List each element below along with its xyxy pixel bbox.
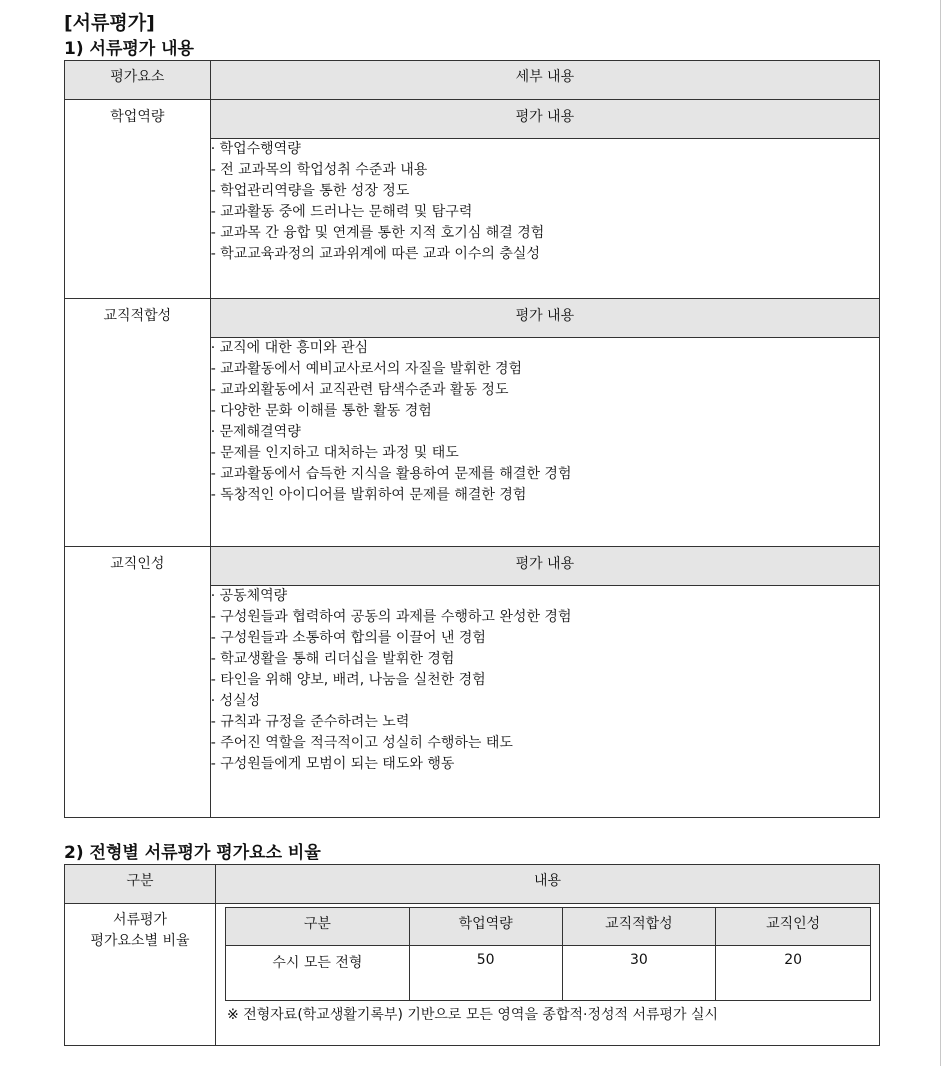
list-item: · 교직에 대한 흥미와 관심 xyxy=(210,339,369,356)
list-item: - 구성원들과 소통하여 합의를 이끌어 낸 경험 xyxy=(210,629,486,646)
evaluation-content-table xyxy=(64,60,880,818)
table-row xyxy=(65,100,880,299)
ratio-value: 50 xyxy=(409,946,562,1001)
detail-lines xyxy=(211,337,879,506)
page-title: [서류평가] xyxy=(64,12,155,34)
list-item: - 독창적인 아이디어를 발휘하여 문제를 해결한 경험 xyxy=(210,486,527,503)
ratio-value: 20 xyxy=(716,946,871,1001)
ratio-value: 30 xyxy=(562,946,716,1001)
col-header-category: 구분 xyxy=(65,865,216,904)
list-item: - 교과활동에서 예비교사로서의 자질을 발휘한 경험 xyxy=(210,360,522,377)
list-item: - 구성원들과 협력하여 공동의 과제를 수행하고 완성한 경험 xyxy=(210,608,572,625)
list-item: - 교과목 간 융합 및 연계를 통한 지적 호기심 해결 경험 xyxy=(210,224,545,241)
list-item: - 구성원들에게 모범이 되는 태도와 행동 xyxy=(210,755,455,772)
table-row xyxy=(65,547,880,818)
table-row xyxy=(65,299,880,547)
col-header-content: 내용 xyxy=(216,865,880,904)
sub-header: 평가 내용 xyxy=(211,299,879,337)
list-item: · 공동체역량 xyxy=(210,587,288,604)
list-item: - 다양한 문화 이해를 통한 활동 경험 xyxy=(210,402,432,419)
list-item: · 문제해결역량 xyxy=(210,423,301,440)
list-item: - 학교생활을 통해 리더십을 발휘한 경험 xyxy=(210,650,455,667)
list-item: - 교과활동 중에 드러나는 문해력 및 탐구력 xyxy=(210,203,473,220)
sub-header: 평가 내용 xyxy=(211,547,879,585)
list-item: - 학업관리역량을 통한 성장 정도 xyxy=(210,182,410,199)
ratio-cell xyxy=(216,904,880,1046)
category-label: 교직적합성 xyxy=(65,299,211,547)
note-text: ※ 전형자료(학교생활기록부) 기반으로 모든 영역을 종합적·정성적 서류평가 실시 xyxy=(227,1007,719,1023)
list-item: - 문제를 인지하고 대처하는 과정 및 태도 xyxy=(210,444,459,461)
list-item: - 주어진 역할을 적극적이고 성실히 수행하는 태도 xyxy=(210,734,513,751)
row-label-line2: 평가요소별 비율 xyxy=(90,933,190,949)
ratio-header: 교직적합성 xyxy=(562,908,716,946)
section2-heading: 2) 전형별 서류평가 평가요소 비율 xyxy=(64,843,321,863)
ratio-outer-table xyxy=(64,864,880,1046)
ratio-header: 학업역량 xyxy=(409,908,562,946)
list-item: · 학업수행역량 xyxy=(210,140,301,157)
list-item: - 교과활동에서 습득한 지식을 활용하여 문제를 해결한 경험 xyxy=(210,465,572,482)
ratio-header: 교직인성 xyxy=(716,908,871,946)
list-item: - 타인을 위해 양보, 배려, 나눔을 실천한 경험 xyxy=(210,671,486,688)
list-item: - 학교교육과정의 교과위계에 따른 교과 이수의 충실성 xyxy=(210,245,540,262)
col-header-element: 평가요소 xyxy=(65,61,211,100)
list-item: - 전 교과목의 학업성취 수준과 내용 xyxy=(210,161,428,178)
detail-lines xyxy=(211,585,879,775)
ratio-value: 수시 모든 전형 xyxy=(226,946,410,1001)
row-label xyxy=(65,904,216,1046)
list-item: - 교과외활동에서 교직관련 탐색수준과 활동 정도 xyxy=(210,381,509,398)
category-label: 학업역량 xyxy=(65,100,211,299)
ratio-table xyxy=(225,907,871,1001)
detail-cell xyxy=(210,299,879,547)
col-header-detail: 세부 내용 xyxy=(210,61,879,100)
detail-cell xyxy=(210,547,879,818)
section1-heading: 1) 서류평가 내용 xyxy=(64,39,194,59)
row-label-line1: 서류평가 xyxy=(112,912,168,928)
ratio-header: 구분 xyxy=(226,908,410,946)
detail-cell xyxy=(210,100,879,299)
sub-header: 평가 내용 xyxy=(211,100,879,138)
list-item: - 규칙과 규정을 준수하려는 노력 xyxy=(210,713,410,730)
category-label: 교직인성 xyxy=(65,547,211,818)
list-item: · 성실성 xyxy=(210,692,261,709)
detail-lines xyxy=(211,138,879,265)
